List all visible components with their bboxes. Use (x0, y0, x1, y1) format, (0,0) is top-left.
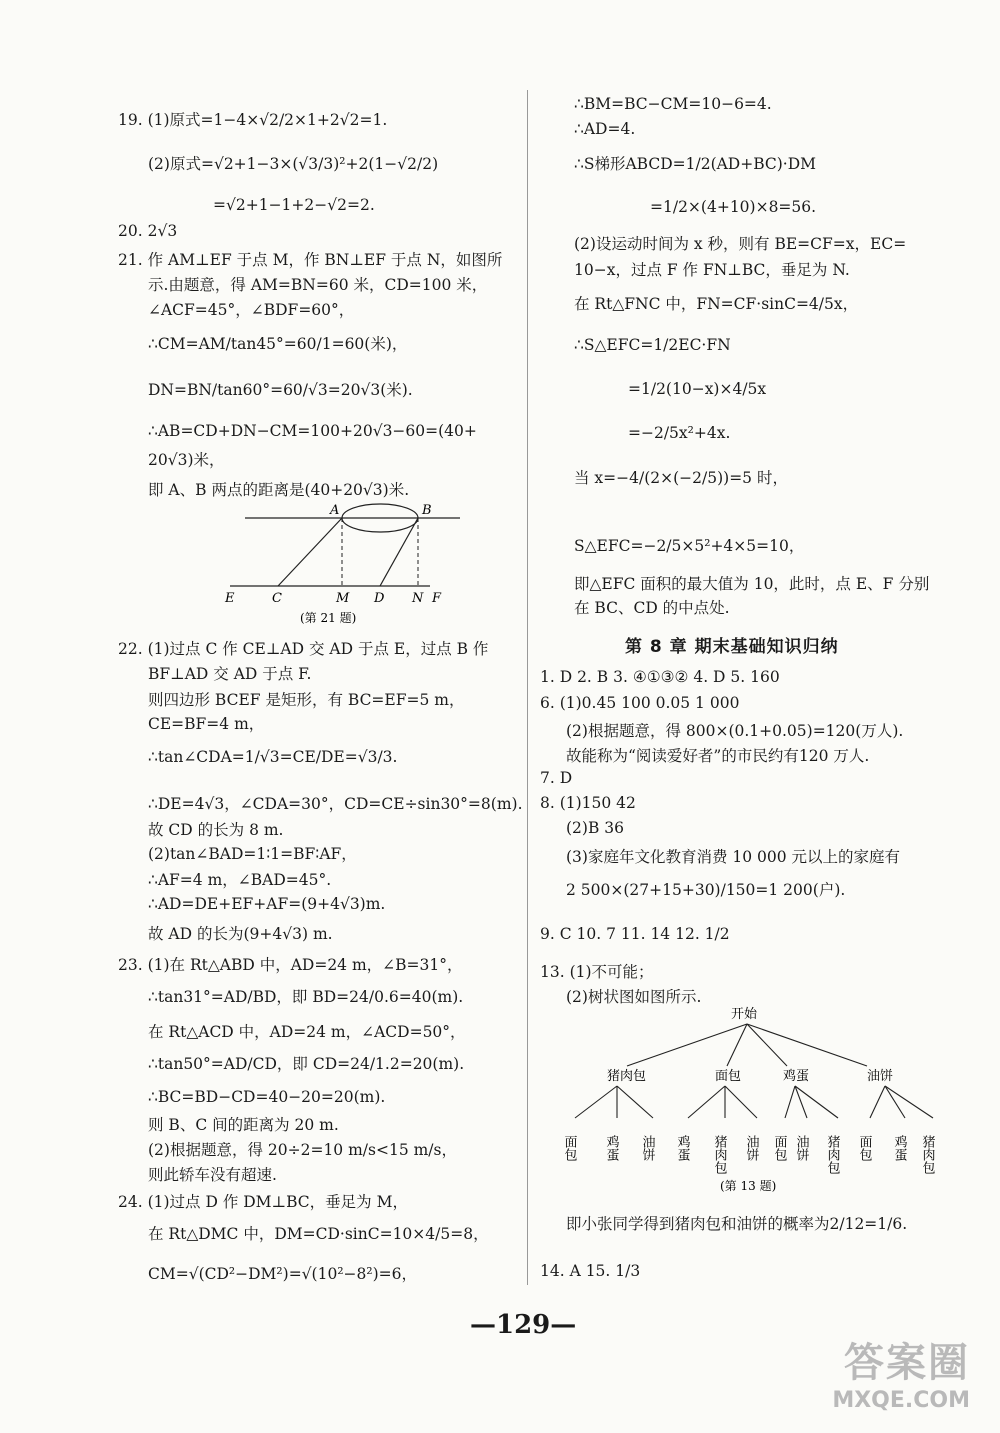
text-line: =−2/5x²+4x. (628, 424, 731, 442)
text-line: 9. C 10. 7 11. 14 12. 1/2 (540, 925, 730, 943)
tree-leaf: 面包 (771, 1135, 787, 1161)
text-line: 则四边形 BCEF 是矩形，有 BC=EF=5 m， (148, 691, 465, 709)
text-line: CM=√(CD²−DM²)=√(10²−8²)=6， (148, 1265, 417, 1283)
tree-leaf: 油饼 (793, 1135, 809, 1161)
label-M: M (336, 591, 350, 606)
text-line: 在 Rt△FNC 中，FN=CF·sinC=4/5x， (574, 295, 859, 313)
text-line: 8. (1)150 42 (540, 794, 636, 812)
text-line: ∴S梯形ABCD=1/2(AD+BC)·DM (574, 155, 817, 173)
text-line: ∴BC=BD−CD=40−20=20(m). (148, 1088, 386, 1106)
tree-node: 面包 (715, 1069, 742, 1084)
text-line: 则此轿车没有超速. (148, 1166, 277, 1184)
text-line: DN=BN/tan60°=60/√3=20√3(米). (148, 381, 413, 399)
tree-node: 鸡蛋 (783, 1069, 810, 1084)
text-line: S△EFC=−2/5×5²+4×5=10， (574, 537, 805, 555)
tree-leaf: 鸡蛋 (603, 1135, 619, 1161)
text-line: ∴tan50°=AD/CD，即 CD=24/1.2=20(m). (148, 1055, 465, 1073)
tree-root: 开始 (731, 1007, 758, 1022)
tree-node: 油饼 (867, 1069, 894, 1084)
text-line: (2)原式=√2+1−3×(√3/3)²+2(1−√2/2) (148, 155, 439, 173)
text-line: 21. 作 AM⊥EF 于点 M，作 BN⊥EF 于点 N，如图所 (118, 251, 503, 269)
text-line: 在 Rt△ACD 中，AD=24 m，∠ACD=50°， (148, 1023, 466, 1041)
tree-leaf: 鸡蛋 (891, 1135, 907, 1161)
tree-leaf: 猪肉包 (711, 1135, 727, 1174)
figure-13-tree (555, 1000, 955, 1195)
text-line: ∴AB=CD+DN−CM=100+20√3−60=(40+ (148, 422, 477, 440)
text-line: (3)家庭年文化教育消费 10 000 元以上的家庭有 (566, 848, 901, 866)
text-line: 19. (1)原式=1−4×√2/2×1+2√2=1. (118, 111, 388, 129)
tree-node: 猪肉包 (607, 1069, 647, 1084)
text-line: ∴AD=DE+EF+AF=(9+4√3)m. (148, 895, 386, 913)
text-line: =1/2(10−x)×4/5x (628, 380, 767, 398)
chapter-title: 第 8 章 期末基础知识归纳 (625, 637, 839, 657)
text-line: ∴AF=4 m，∠BAD=45°. (148, 871, 332, 889)
label-C: C (272, 591, 282, 606)
figure-21-caption: (第 21 题) (300, 611, 357, 625)
figure-13-caption: (第 13 题) (720, 1179, 777, 1193)
text-line: 20√3)米， (148, 451, 225, 469)
figure-21 (215, 498, 475, 628)
tree-leaf: 油饼 (743, 1135, 759, 1161)
text-line: BF⊥AD 交 AD 于点 F. (148, 665, 312, 683)
column-divider (527, 90, 528, 1285)
text-line: 1. D 2. B 3. ④①③② 4. D 5. 160 (540, 668, 780, 686)
text-line: ∠ACF=45°，∠BDF=60°， (148, 301, 355, 319)
label-A: A (330, 503, 340, 518)
text-line: 14. A 15. 1/3 (540, 1262, 641, 1280)
label-E: E (225, 591, 235, 606)
text-line: 22. (1)过点 C 作 CE⊥AD 交 AD 于点 E，过点 B 作 (118, 640, 489, 658)
text-line: 故 CD 的长为 8 m. (148, 821, 284, 839)
text-line: 故能称为“阅读爱好者”的市民约有120 万人. (566, 747, 870, 765)
text-line: (2)设运动时间为 x 秒，则有 BE=CF=x，EC= (574, 235, 907, 253)
text-line: ∴tan∠CDA=1/√3=CE/DE=√3/3. (148, 748, 398, 766)
text-line: (2)tan∠BAD=1∶1=BF∶AF， (148, 845, 357, 863)
tree-leaf: 鸡蛋 (674, 1135, 690, 1161)
text-line: ∴AD=4. (574, 120, 636, 138)
label-D: D (374, 591, 385, 606)
text-line: =1/2×(4+10)×8=56. (650, 198, 817, 216)
label-F: F (432, 591, 442, 606)
text-line: (2)树状图如图所示. (566, 988, 702, 1006)
text-line: 示.由题意，得 AM=BN=60 米，CD=100 米， (148, 276, 488, 294)
text-line: =√2+1−1+2−√2=2. (213, 196, 375, 214)
text-line: (2)B 36 (566, 819, 624, 837)
text-line: (2)根据题意，得 800×(0.1+0.05)=120(万人). (566, 722, 904, 740)
label-N: N (412, 591, 424, 606)
tree-leaf: 面包 (856, 1135, 872, 1161)
watermark: 答案圈 MXQE.COM (832, 1340, 970, 1413)
text-line: 即 A、B 两点的距离是(40+20√3)米. (148, 481, 410, 499)
text-line: ∴DE=4√3，∠CDA=30°，CD=CE÷sin30°=8(m). (148, 795, 523, 813)
tree-leaf: 油饼 (639, 1135, 655, 1161)
page-number: —129— (470, 1310, 577, 1340)
text-line: 则 B、C 间的距离为 20 m. (148, 1116, 339, 1134)
text-line: 23. (1)在 Rt△ABD 中，AD=24 m，∠B=31°， (118, 956, 463, 974)
text-line: 即小张同学得到猪肉包和油饼的概率为2/12=1/6. (566, 1215, 908, 1233)
text-line: 6. (1)0.45 100 0.05 1 000 (540, 694, 740, 712)
text-line: 20. 2√3 (118, 222, 178, 240)
text-line: 7. D (540, 769, 573, 787)
text-line: 2 500×(27+15+30)/150=1 200(户). (566, 881, 846, 899)
tree-leaf: 猪肉包 (919, 1135, 935, 1174)
tree-leaf: 面包 (561, 1135, 577, 1161)
text-line: 10−x，过点 F 作 FN⊥BC，垂足为 N. (574, 261, 850, 279)
text-line: 在 BC、CD 的中点处. (574, 599, 730, 617)
text-line: CE=BF=4 m， (148, 715, 265, 733)
text-line: ∴S△EFC=1/2EC·FN (574, 336, 731, 354)
text-line: 在 Rt△DMC 中，DM=CD·sinC=10×4/5=8， (148, 1225, 489, 1243)
tree-leaf: 猪肉包 (824, 1135, 840, 1174)
text-line: 24. (1)过点 D 作 DM⊥BC，垂足为 M， (118, 1193, 408, 1211)
text-line: 即△EFC 面积的最大值为 10，此时，点 E、F 分别 (574, 575, 930, 593)
text-line: ∴CM=AM/tan45°=60/1=60(米)， (148, 335, 408, 353)
text-line: 当 x=−4/(2×(−2/5))=5 时， (574, 469, 788, 487)
text-line: ∴BM=BC−CM=10−6=4. (574, 95, 772, 113)
text-line: (2)根据题意，得 20÷2=10 m/s<15 m/s， (148, 1141, 457, 1159)
text-line: 13. (1)不可能； (540, 963, 654, 981)
label-B: B (422, 503, 432, 518)
text-line: ∴tan31°=AD/BD，即 BD=24/0.6=40(m). (148, 988, 464, 1006)
text-line: 故 AD 的长为(9+4√3) m. (148, 925, 333, 943)
